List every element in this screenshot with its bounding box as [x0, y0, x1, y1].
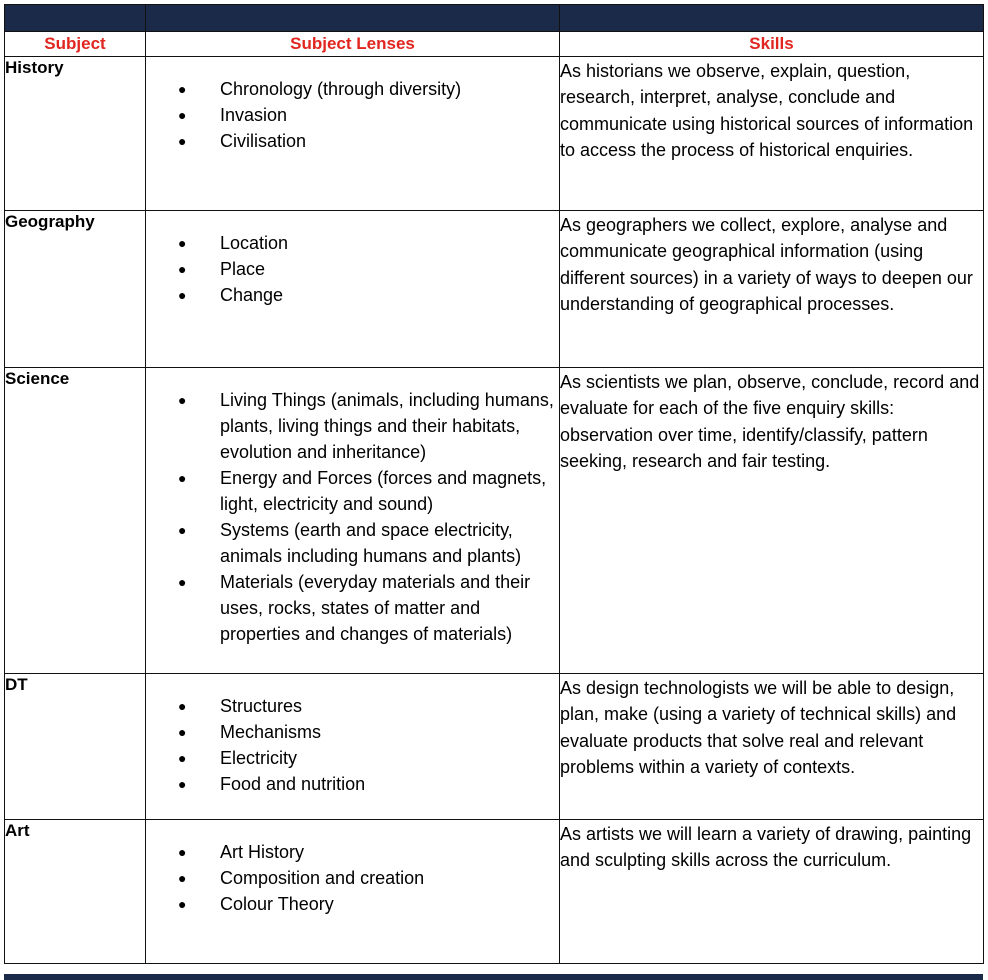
table-row — [5, 820, 984, 964]
column-header-lenses: Subject Lenses — [146, 32, 560, 57]
curriculum-table — [4, 4, 984, 964]
list-item — [178, 76, 555, 102]
skills-cell — [560, 368, 984, 674]
subject-cell: Geography — [5, 211, 146, 368]
skills-text: As geographers we collect, explore, analyse and communicate geographical information (using different sources) in a variety of ways to deepen our understanding of geographical processes. — [560, 215, 973, 315]
skills-text: As artists we will learn a variety of drawing, painting and sculpting skills across the curriculum. — [560, 824, 972, 871]
list-item — [178, 865, 555, 891]
bullet-icon: ● — [178, 750, 187, 766]
list-item — [178, 719, 555, 745]
lenses-cell — [146, 368, 560, 674]
bullet-icon: ● — [178, 844, 187, 860]
list-item — [178, 839, 555, 865]
lenses-cell — [146, 57, 560, 211]
skills-cell — [560, 57, 984, 211]
skills-text: As historians we observe, explain, question, research, interpret, analyse, conclude and communicate using historical sources of information to access the process of historical enquiries. — [560, 61, 974, 161]
list-item — [178, 230, 555, 256]
list-item — [178, 128, 555, 154]
header-band-row — [5, 5, 984, 32]
bullet-icon: ● — [178, 522, 187, 538]
bullet-icon: ● — [178, 870, 187, 886]
subject-cell: History — [5, 57, 146, 211]
lens-text: Structures — [220, 696, 303, 716]
list-item — [178, 387, 555, 465]
bullet-icon: ● — [178, 261, 187, 277]
lens-text: Living Things (animals, including humans, plants, living things and their habitats, evolution and inheritance) — [220, 390, 554, 462]
header-band-cell — [146, 5, 560, 32]
skills-text: As design technologists we will be able to design, plan, make (using a variety of technical skills) and evaluate products that solve real and relevant problems within a variety of contexts. — [560, 678, 957, 778]
table-row — [5, 57, 984, 211]
list-item — [178, 517, 555, 569]
bullet-icon: ● — [178, 698, 187, 714]
column-header-row — [5, 32, 984, 57]
list-item — [178, 465, 555, 517]
table-row — [5, 674, 984, 820]
list-item — [178, 771, 555, 797]
lenses-list — [146, 368, 559, 647]
lenses-list — [146, 674, 559, 797]
subject-cell: Science — [5, 368, 146, 674]
lens-text: Change — [220, 285, 284, 305]
skills-text: As scientists we plan, observe, conclude, record and evaluate for each of the five enquiry skills: observation over time, identify/classify, pattern seeking, research and fair testing. — [560, 372, 980, 472]
table-row — [5, 368, 984, 674]
lenses-cell — [146, 211, 560, 368]
lenses-list — [146, 57, 559, 154]
list-item — [178, 569, 555, 647]
lens-text: Colour Theory — [220, 894, 334, 914]
bullet-icon: ● — [178, 107, 187, 123]
bullet-icon: ● — [178, 392, 187, 408]
bullet-icon: ● — [178, 776, 187, 792]
skills-cell — [560, 820, 984, 964]
lens-text: Electricity — [220, 748, 298, 768]
lenses-list — [146, 211, 559, 308]
lens-text: Art History — [220, 842, 305, 862]
bullet-icon: ● — [178, 133, 187, 149]
list-item — [178, 102, 555, 128]
bullet-icon: ● — [178, 896, 187, 912]
lens-text: Mechanisms — [220, 722, 322, 742]
footer-band — [4, 974, 983, 980]
list-item — [178, 745, 555, 771]
column-header-subject: Subject — [5, 32, 146, 57]
skills-cell — [560, 211, 984, 368]
list-item — [178, 282, 555, 308]
list-item — [178, 693, 555, 719]
lens-text: Composition and creation — [220, 868, 425, 888]
subject-cell: DT — [5, 674, 146, 820]
bullet-icon: ● — [178, 81, 187, 97]
bullet-icon: ● — [178, 287, 187, 303]
lens-text: Invasion — [220, 105, 288, 125]
lens-text: Civilisation — [220, 131, 307, 151]
lens-text: Food and nutrition — [220, 774, 366, 794]
skills-cell — [560, 674, 984, 820]
bullet-icon: ● — [178, 574, 187, 590]
header-band-cell — [5, 5, 146, 32]
lens-text: Systems (earth and space electricity, animals including humans and plants) — [220, 520, 522, 566]
bullet-icon: ● — [178, 235, 187, 251]
lens-text: Materials (everyday materials and their uses, rocks, states of matter and properties and changes of materials) — [220, 572, 531, 644]
list-item — [178, 256, 555, 282]
list-item — [178, 891, 555, 917]
lens-text: Energy and Forces (forces and magnets, light, electricity and sound) — [220, 468, 547, 514]
lens-text: Place — [220, 259, 266, 279]
lenses-cell — [146, 820, 560, 964]
subject-cell: Art — [5, 820, 146, 964]
lenses-cell — [146, 674, 560, 820]
column-header-skills: Skills — [560, 32, 984, 57]
bullet-icon: ● — [178, 470, 187, 486]
lens-text: Location — [220, 233, 289, 253]
table-row — [5, 211, 984, 368]
header-band-cell — [560, 5, 984, 32]
lens-text: Chronology (through diversity) — [220, 79, 462, 99]
lenses-list — [146, 820, 559, 917]
bullet-icon: ● — [178, 724, 187, 740]
